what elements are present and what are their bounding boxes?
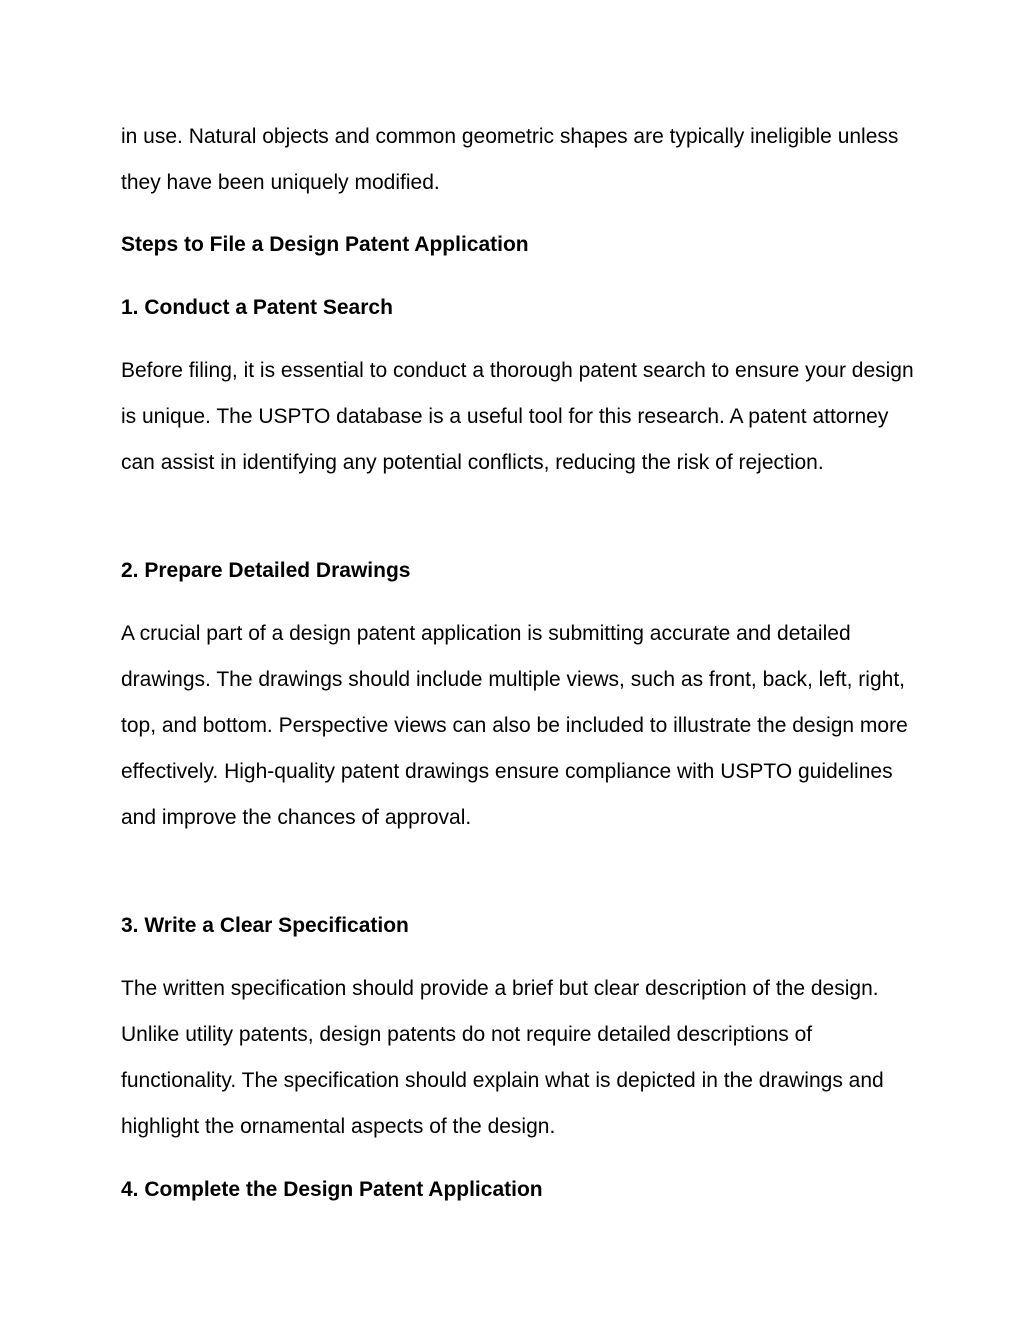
step-4-heading: 4. Complete the Design Patent Application xyxy=(121,1178,543,1201)
step-1-paragraph: Before filing, it is essential to conduct a thorough patent search to ensure your design is unique. The USPTO database is a useful tool for this research. A patent attorney can assist in identifying any potential conflicts, reducing the risk of rejection. xyxy=(121,359,914,474)
step-3-heading: 3. Write a Clear Specification xyxy=(121,914,409,937)
intro-paragraph: in use. Natural objects and common geometric shapes are typically ineligible unless they have been uniquely modified. xyxy=(121,125,899,194)
section-heading: Steps to File a Design Patent Application xyxy=(121,233,529,256)
step-1-heading: 1. Conduct a Patent Search xyxy=(121,296,393,319)
step-2-heading: 2. Prepare Detailed Drawings xyxy=(121,559,411,582)
step-3-paragraph: The written specification should provide a brief but clear description of the design. Unlike utility patents, design patents do not require detailed descriptions of functionality. The specification should explain what is depicted in the drawings and highlight the ornamental aspects of the design. xyxy=(121,977,884,1138)
step-2-paragraph: A crucial part of a design patent application is submitting accurate and detailed drawings. The drawings should include multiple views, such as front, back, left, right, top, and bottom. Perspective views can also be included to illustrate the design more effectively. High-quality patent drawings ensure compliance with USPTO guidelines and improve the chances of approval. xyxy=(121,622,908,829)
